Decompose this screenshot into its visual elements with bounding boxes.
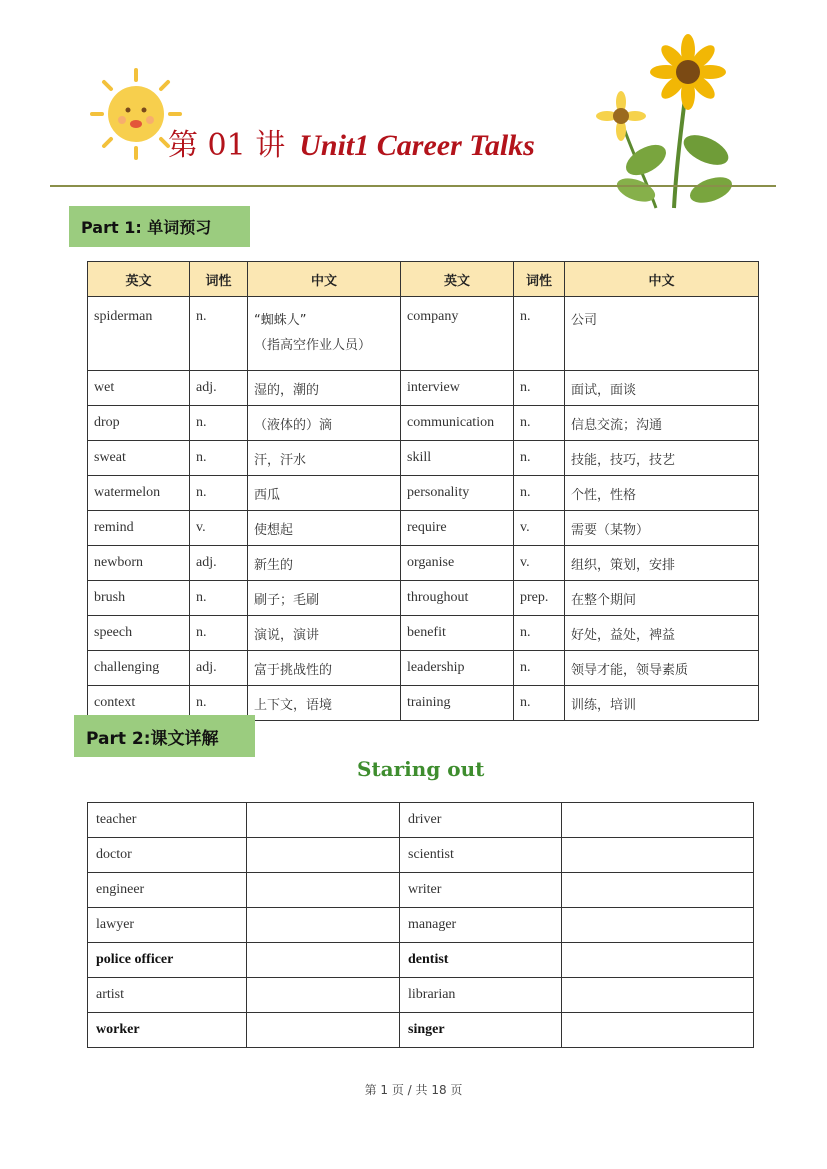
job-word: driver xyxy=(400,803,562,838)
col-header-pos: 词性 xyxy=(514,262,565,297)
word-english: context xyxy=(88,686,190,721)
job-word: lawyer xyxy=(88,908,247,943)
table-row xyxy=(88,908,754,943)
section-subtitle: Staring out xyxy=(357,757,485,781)
word-english: wet xyxy=(88,371,190,406)
table-row xyxy=(88,371,759,406)
answer-cell xyxy=(247,943,400,978)
word-pos: n. xyxy=(514,651,565,686)
answer-cell xyxy=(562,943,754,978)
job-word: singer xyxy=(400,1013,562,1048)
job-word: artist xyxy=(88,978,247,1013)
table-row xyxy=(88,297,759,371)
word-pos: n. xyxy=(514,297,565,371)
word-english: organise xyxy=(401,546,514,581)
job-word: engineer xyxy=(88,873,247,908)
table-row xyxy=(88,476,759,511)
job-word: teacher xyxy=(88,803,247,838)
job-word: police officer xyxy=(88,943,247,978)
word-chinese: （液体的）滴 xyxy=(248,406,401,441)
col-header-pos: 词性 xyxy=(190,262,248,297)
vocab-header-row xyxy=(88,262,759,297)
word-english: remind xyxy=(88,511,190,546)
table-row xyxy=(88,511,759,546)
word-pos: v. xyxy=(514,511,565,546)
word-chinese: 上下文，语境 xyxy=(248,686,401,721)
word-pos: n. xyxy=(190,686,248,721)
table-row xyxy=(88,651,759,686)
word-chinese: 个性，性格 xyxy=(565,476,759,511)
word-english: require xyxy=(401,511,514,546)
word-pos: n. xyxy=(514,441,565,476)
word-pos: adj. xyxy=(190,546,248,581)
word-chinese: 好处，益处，裨益 xyxy=(565,616,759,651)
word-english: leadership xyxy=(401,651,514,686)
word-chinese: 信息交流；沟通 xyxy=(565,406,759,441)
table-row xyxy=(88,1013,754,1048)
word-pos: n. xyxy=(190,297,248,371)
word-chinese: 汗，汗水 xyxy=(248,441,401,476)
answer-cell xyxy=(562,838,754,873)
unit-title: Unit1 Career Talks xyxy=(299,129,535,162)
word-pos: adj. xyxy=(190,371,248,406)
word-chinese: 湿的，潮的 xyxy=(248,371,401,406)
answer-cell xyxy=(562,1013,754,1048)
answer-cell xyxy=(562,978,754,1013)
word-chinese: 使想起 xyxy=(248,511,401,546)
word-english: interview xyxy=(401,371,514,406)
jobs-table xyxy=(87,802,754,1048)
answer-cell xyxy=(562,873,754,908)
word-pos: n. xyxy=(190,616,248,651)
answer-cell xyxy=(247,908,400,943)
job-word: librarian xyxy=(400,978,562,1013)
word-pos: adj. xyxy=(190,651,248,686)
col-header-chinese: 中文 xyxy=(248,262,401,297)
col-header-english: 英文 xyxy=(401,262,514,297)
word-english: skill xyxy=(401,441,514,476)
word-english: personality xyxy=(401,476,514,511)
word-chinese-line1: “蜘蛛人” xyxy=(254,313,307,328)
word-chinese: 富于挑战性的 xyxy=(248,651,401,686)
word-english: training xyxy=(401,686,514,721)
word-pos: prep. xyxy=(514,581,565,616)
job-word: doctor xyxy=(88,838,247,873)
word-pos: n. xyxy=(190,581,248,616)
word-chinese: 面试，面谈 xyxy=(565,371,759,406)
sunflower-illustration xyxy=(576,30,756,210)
answer-cell xyxy=(247,978,400,1013)
answer-cell xyxy=(562,803,754,838)
table-row xyxy=(88,803,754,838)
lesson-label: 第 01 讲 xyxy=(168,128,286,163)
table-row xyxy=(88,978,754,1013)
word-english: challenging xyxy=(88,651,190,686)
table-row xyxy=(88,581,759,616)
word-chinese: 新生的 xyxy=(248,546,401,581)
job-word: scientist xyxy=(400,838,562,873)
word-english: spiderman xyxy=(88,297,190,371)
table-row xyxy=(88,406,759,441)
answer-cell xyxy=(247,803,400,838)
word-chinese: 公司 xyxy=(565,297,759,371)
word-english: sweat xyxy=(88,441,190,476)
word-chinese: 领导才能，领导素质 xyxy=(565,651,759,686)
header-divider xyxy=(50,185,776,187)
word-english: brush xyxy=(88,581,190,616)
table-row xyxy=(88,838,754,873)
word-english: speech xyxy=(88,616,190,651)
job-word: worker xyxy=(88,1013,247,1048)
word-pos: n. xyxy=(514,371,565,406)
word-chinese-line2: （指高空作业人员） xyxy=(254,338,372,353)
word-chinese: 训练，培训 xyxy=(565,686,759,721)
word-chinese: 刷子；毛刷 xyxy=(248,581,401,616)
word-chinese: 演说，演讲 xyxy=(248,616,401,651)
table-row xyxy=(88,943,754,978)
page-footer: 第 1 页 / 共 18 页 xyxy=(364,1083,463,1097)
job-word: manager xyxy=(400,908,562,943)
word-pos: n. xyxy=(190,406,248,441)
answer-cell xyxy=(562,908,754,943)
word-pos: n. xyxy=(190,441,248,476)
word-english: throughout xyxy=(401,581,514,616)
word-chinese: 西瓜 xyxy=(248,476,401,511)
word-chinese xyxy=(248,297,401,371)
part2-banner: Part 2:课文详解 xyxy=(74,715,255,757)
word-chinese: 需要（某物） xyxy=(565,511,759,546)
word-chinese: 组织，策划，安排 xyxy=(565,546,759,581)
word-english: newborn xyxy=(88,546,190,581)
table-row xyxy=(88,441,759,476)
word-pos: n. xyxy=(514,476,565,511)
answer-cell xyxy=(247,873,400,908)
job-word: dentist xyxy=(400,943,562,978)
page-title xyxy=(168,120,535,166)
word-pos: n. xyxy=(190,476,248,511)
word-pos: n. xyxy=(514,686,565,721)
word-chinese: 在整个期间 xyxy=(565,581,759,616)
part1-banner: Part 1: 单词预习 xyxy=(69,206,250,247)
col-header-chinese: 中文 xyxy=(565,262,759,297)
table-row xyxy=(88,616,759,651)
word-english: benefit xyxy=(401,616,514,651)
word-pos: v. xyxy=(190,511,248,546)
word-pos: n. xyxy=(514,406,565,441)
word-chinese: 技能，技巧，技艺 xyxy=(565,441,759,476)
table-row xyxy=(88,546,759,581)
answer-cell xyxy=(247,838,400,873)
vocabulary-table xyxy=(87,261,759,721)
word-english: company xyxy=(401,297,514,371)
col-header-english: 英文 xyxy=(88,262,190,297)
table-row xyxy=(88,873,754,908)
word-english: watermelon xyxy=(88,476,190,511)
word-pos: v. xyxy=(514,546,565,581)
word-english: drop xyxy=(88,406,190,441)
job-word: writer xyxy=(400,873,562,908)
word-english: communication xyxy=(401,406,514,441)
word-pos: n. xyxy=(514,616,565,651)
answer-cell xyxy=(247,1013,400,1048)
